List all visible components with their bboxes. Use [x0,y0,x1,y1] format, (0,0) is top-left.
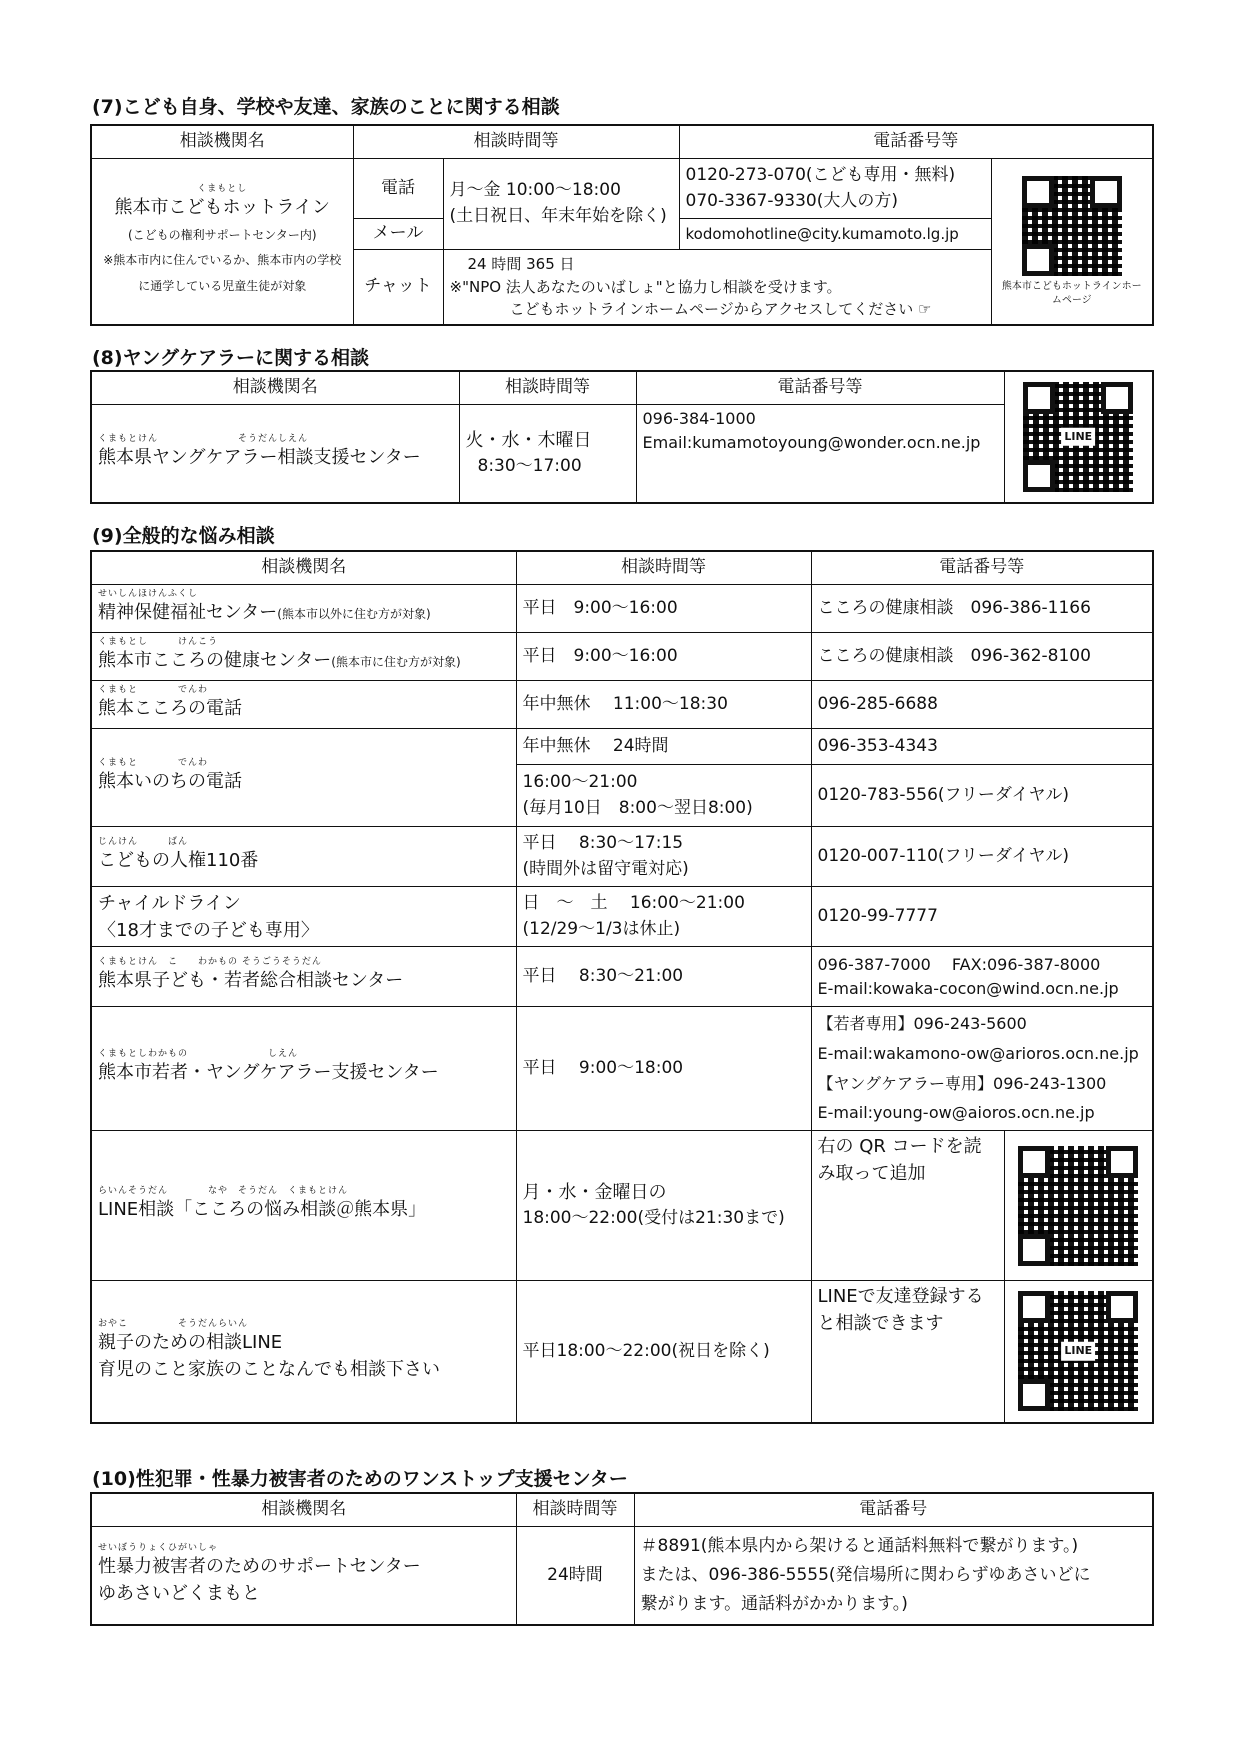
tel-cell[interactable]: 0120-007-110(フリーダイヤル) [811,827,1153,887]
org-name: LINE相談「こころの悩み相談＠熊本県」 [98,1199,427,1221]
tel-cell [679,159,991,219]
hours-cell [516,887,811,947]
org-cell [91,827,516,887]
chat-line: 24 時間 365 日 [467,255,575,273]
table-row [91,729,1153,765]
table-row [91,681,1153,729]
tel-cell[interactable]: 0120-99-7777 [811,887,1153,947]
org-name: 精神保健福祉センター [98,602,278,624]
qr-code-icon[interactable] [1018,1146,1138,1266]
ruby: くまもとし けんこう [98,637,219,648]
col-header: 相談機関名 [91,1493,516,1527]
col-header: 相談機関名 [91,551,516,585]
org-cell [91,1131,516,1281]
email-link[interactable]: E-mail:kowaka-cocon@wind.ocn.ne.jp [817,978,1119,998]
section-7-table [90,124,1154,326]
hours-cell [443,159,679,250]
ruby: くまもと でんわ [98,758,209,769]
tel-line[interactable]: 【ヤングケアラー専用】096-243-1300 [817,1073,1107,1093]
qr-code-icon[interactable] [1022,176,1122,276]
qr-cell [1004,371,1153,503]
section-10-heading: (10)性犯罪・性暴力被害者のためのワンストップ支援センター [92,1468,628,1490]
hours-line: (時間外は留守電対応) [522,858,689,879]
section-10-table [90,1492,1154,1626]
table-row [91,887,1153,947]
email-link[interactable]: kodomohotline@city.kumamoto.lg.jp [679,219,991,250]
col-header: 相談時間等 [459,371,636,405]
ruby: せいしんほけんふくし [98,589,199,600]
qr-cell [1004,1131,1153,1281]
hours-cell: 平日18:00～22:00(祝日を除く) [516,1281,811,1423]
hours-line: (土日祝日、年末年始を除く) [449,205,667,226]
table-row [91,1131,1153,1281]
hours-cell: 平日 9:00～18:00 [516,1007,811,1131]
col-header: 相談時間等 [353,125,679,159]
ruby: おやこ そうだんらいん [98,1318,249,1329]
ruby: くまもとし [197,184,248,194]
tel-cell[interactable]: 096-285-6688 [811,681,1153,729]
chat-cell [443,249,991,325]
section-8-heading: (8)ヤングケアラーに関する相談 [92,347,370,369]
table-row [91,947,1153,1007]
email-link[interactable]: Email:kumamotoyoung@wonder.ocn.ne.jp [642,433,981,452]
org-cell [91,887,516,947]
org-name: チャイルドライン [98,892,241,914]
tel-cell [811,1007,1153,1131]
org-name: ゆあさいどくまもと [98,1582,260,1604]
tel-cell[interactable]: こころの健康相談 096-386-1166 [811,585,1153,633]
tel-line[interactable]: または、096-386-5555(発信場所に関わらずゆあさいどに [640,1564,1091,1585]
org-name: 熊本県ヤングケアラー相談支援センター [98,447,421,468]
tel-line[interactable]: 【若者専用】096-243-5600 [817,1014,1027,1034]
org-cell [91,633,516,681]
col-header: 電話番号等 [811,551,1153,585]
qr-note: LINEで友達登録すると相談できます [811,1281,1004,1423]
ruby: くまもと でんわ [98,685,209,696]
line-qr-code-icon[interactable] [1018,1291,1138,1411]
tel-cell[interactable]: こころの健康相談 096-362-8100 [811,633,1153,681]
section-9-heading: (9)全般的な悩み相談 [92,525,275,547]
tel-line[interactable]: 070-3367-9330(大人の方) [685,190,899,211]
table-row [91,827,1153,887]
hours-line: (毎月10日 8:00～翌日8:00) [522,797,753,818]
ruby: らいんそうだん なや そうだん くまもとけん [98,1186,349,1197]
org-note: ※熊本市内に住んでいるか、熊本市内の学校に通学している児童生徒が対象 [103,253,342,293]
tel-cell [636,405,1004,503]
ruby: くまもとしわかもの しえん [98,1049,299,1060]
section-8-table [90,370,1154,504]
org-name: 熊本市こどもホットライン [114,197,330,218]
org-cell [91,947,516,1007]
tel-line: 繋がります。通話料がかかります。) [640,1593,908,1614]
col-header: 電話番号 [634,1493,1153,1527]
qr-caption: 熊本市こどもホットラインホームページ [1001,280,1142,306]
table-row [91,1281,1153,1423]
col-header: 相談時間等 [516,1493,634,1527]
col-header: 相談機関名 [91,371,459,405]
ruby: せいぼうりょくひがいしゃ [98,1542,219,1553]
org-cell [91,585,516,633]
tel-line[interactable]: 096-384-1000 [642,409,756,428]
org-note: (熊本市以外に住む方が対象) [277,607,431,622]
org-name: 〈18才までの子ども専用〉 [98,919,319,941]
org-name: 熊本こころの電話 [98,698,242,720]
line-qr-code-icon[interactable] [1023,382,1133,492]
org-cell [91,1007,516,1131]
org-name: こどもの人権110番 [98,850,259,872]
col-header: 相談時間等 [516,551,811,585]
table-row [91,585,1153,633]
line-qr-label: LINE [1061,1342,1095,1361]
tel-line[interactable]: 096-387-7000 FAX:096-387-8000 [817,954,1101,974]
mail-label: メール [353,219,443,250]
hours-cell [516,765,811,827]
tel-line[interactable]: ＃8891(熊本県内から架けると通話料無料で繋がります。) [640,1535,1079,1556]
tel-cell[interactable]: 0120-783-556(フリーダイヤル) [811,765,1153,827]
tel-cell[interactable]: 096-353-4343 [811,729,1153,765]
hours-cell: 年中無休 11:00～18:30 [516,681,811,729]
hours-line: (12/29～1/3は休止) [522,918,681,939]
line-qr-label: LINE [1061,428,1095,447]
hours-cell [459,405,636,503]
org-cell [91,1281,516,1423]
col-header: 電話番号等 [679,125,1153,159]
tel-cell [811,947,1153,1007]
chat-line: ※"NPO 法人あなたのいばしょ"と協力し相談を受けます。 [449,277,842,296]
section-9-table [90,550,1154,1424]
section-7-heading: (7)こども自身、学校や友達、家族のことに関する相談 [92,96,560,118]
org-name: 熊本県子ども・若者総合相談センター [98,970,404,992]
org-name: 性暴力被害者のためのサポートセンター [98,1555,421,1577]
tel-cell [634,1527,1153,1625]
col-header: 相談機関名 [91,125,353,159]
hours-cell: 平日 9:00～16:00 [516,585,811,633]
org-name: 熊本市若者・ヤングケアラー支援センター [98,1062,439,1084]
chat-link[interactable]: こどもホットラインホームページからアクセスしてください ☞ [509,300,932,318]
qr-cell [991,159,1153,326]
tel-line[interactable]: 0120-273-070(こども専用・無料) [685,165,956,185]
ruby: じんけん ばん [98,837,189,848]
hours-line: 18:00～22:00(受付は21:30まで) [522,1208,785,1229]
org-name: 熊本いのちの電話 [98,771,242,793]
org-note: (熊本市に住む方が対象) [331,655,461,670]
phone-label: 電話 [353,159,443,219]
hours-line: 月・水・金曜日の [522,1182,667,1204]
hours-line: 平日 8:30～17:15 [522,833,684,853]
email-link[interactable]: E-mail:young-ow@aioros.ocn.ne.jp [817,1103,1095,1123]
hours-line: 8:30～17:00 [477,456,582,476]
hours-cell: 年中無休 24時間 [516,729,811,765]
org-cell [91,681,516,729]
table-row [91,633,1153,681]
hours-line: 日 ～ 土 16:00～21:00 [522,893,745,913]
org-cell [91,405,459,503]
hours-line: 火・水・木曜日 [465,430,592,451]
hours-cell: 24時間 [516,1527,634,1625]
ruby: くまもとけん そうだんしえん [98,434,309,444]
col-header: 電話番号等 [636,371,1004,405]
hours-cell: 平日 8:30～21:00 [516,947,811,1007]
qr-cell [1004,1281,1153,1423]
hours-line: 16:00～21:00 [522,772,638,792]
table-row [91,1007,1153,1131]
ruby: くまもとけん こ わかもの そうごうそうだん [98,957,322,968]
email-link[interactable]: E-mail:wakamono-ow@arioros.ocn.ne.jp [817,1043,1139,1063]
org-cell [91,159,353,326]
hours-line: 月～金 10:00～18:00 [449,180,621,201]
org-name: 育児のこと家族のことなんでも相談下さい [98,1358,440,1380]
org-cell [91,1527,516,1625]
chat-label: チャット [353,249,443,325]
qr-note: 右の QR コードを読み取って追加 [811,1131,1004,1281]
org-sub: (こどもの権利サポートセンター内) [127,227,317,242]
org-name: 熊本市こころの健康センター [98,650,332,672]
org-cell [91,729,516,827]
hours-cell [516,827,811,887]
hours-cell [516,1131,811,1281]
org-name: 親子のための相談LINE [98,1331,283,1353]
hours-cell: 平日 9:00～16:00 [516,633,811,681]
